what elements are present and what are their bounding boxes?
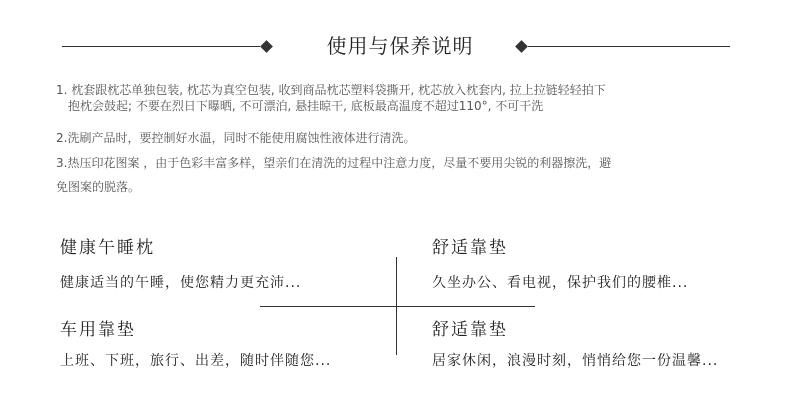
instruction-1-line-2: 抱枕会鼓起; 不要在烈日下曝晒, 不可漂泊, 悬挂晾干, 底板最高温度不超过110°, 不可干洗 bbox=[68, 99, 544, 113]
diamond-ornament-right bbox=[515, 40, 528, 53]
instruction-3-line-1: 3.热压印花图案 ，由于色彩丰富多样，望亲们在清洗的过程中注意力度，尽量不要用尖锐的利器擦洗，避 bbox=[56, 156, 612, 170]
page-title: 使用与保养说明 bbox=[326, 34, 474, 58]
feature-divider-horizontal bbox=[260, 306, 535, 307]
instruction-3-line-2: 免图案的脱落。 bbox=[56, 180, 141, 194]
instruction-2: 2.洗刷产品时，要控制好水温，同时不能使用腐蚀性液体进行清洗。 bbox=[56, 131, 416, 145]
feature-title-car-cushion: 车用靠垫 bbox=[60, 320, 136, 340]
feature-desc-car-cushion: 上班、下班，旅行、出差，随时伴随您... bbox=[60, 353, 332, 369]
feature-desc-office-cushion: 久坐办公、看电视，保护我们的腰椎... bbox=[432, 275, 689, 291]
feature-title-office-cushion: 舒适靠垫 bbox=[432, 238, 508, 258]
feature-desc-home-cushion: 居家休闲，浪漫时刻，悄悄给您一份温馨... bbox=[432, 353, 719, 369]
feature-title-nap-pillow: 健康午睡枕 bbox=[60, 238, 155, 258]
header-divider-right bbox=[528, 46, 730, 47]
feature-desc-nap-pillow: 健康适当的午睡，使您精力更充沛... bbox=[60, 275, 302, 291]
feature-title-home-cushion: 舒适靠垫 bbox=[432, 320, 508, 340]
header-divider-left bbox=[62, 46, 260, 47]
diamond-ornament-left bbox=[260, 40, 273, 53]
instruction-1-line-1: 1. 枕套跟枕芯单独包装, 枕芯为真空包装, 收到商品枕芯塑料袋撕开, 枕芯放入枕套内, 拉上拉链轻轻拍下 bbox=[56, 83, 606, 97]
